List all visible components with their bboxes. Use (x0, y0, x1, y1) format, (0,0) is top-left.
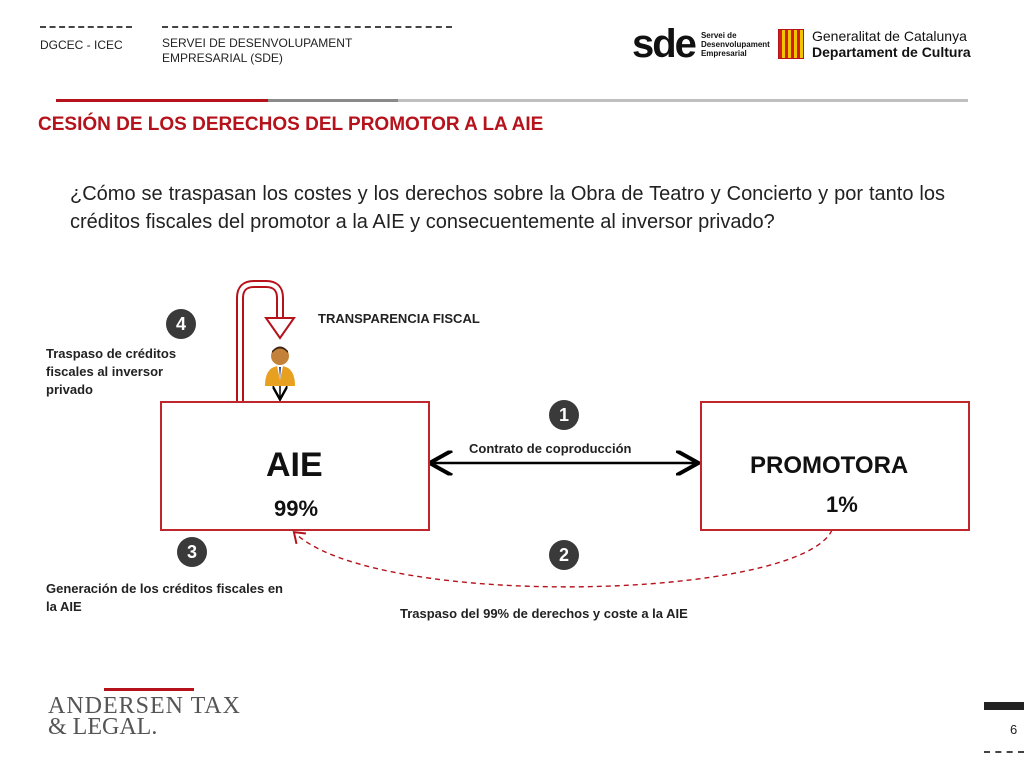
sde-logo-sub2: Desenvolupament (700, 39, 770, 49)
loop-arrow-head (266, 318, 294, 338)
andersen-swoosh (104, 688, 194, 691)
aie-percent: 99% (274, 496, 319, 521)
generation-label (46, 580, 283, 616)
footer-dash (984, 751, 1024, 753)
sde-logo-word: sde (632, 22, 695, 66)
contract-label: Contrato de coproducción (469, 441, 632, 456)
transfer-credits-line-2: fiscales al inversor (46, 364, 164, 379)
generation-line-1: Generación de los créditos fiscales en (46, 581, 283, 596)
transfer-credits-line-3: privado (46, 382, 93, 397)
sde-logo-sub1: Servei de (700, 30, 737, 40)
transfer-credits-line-1: Traspaso de créditos (46, 346, 177, 361)
transfer-credits-label (46, 345, 176, 399)
investor-person-icon (261, 344, 301, 388)
transfer-rights-label: Traspaso del 99% de derechos y coste a la AIE (400, 606, 688, 621)
promotora-label: PROMOTORA (750, 452, 909, 479)
andersen-line-2: & LEGAL. (48, 714, 158, 740)
service-line-2: EMPRESARIAL (SDE) (162, 51, 283, 65)
footer-bar (984, 702, 1024, 710)
step-badge-1: 1 (549, 400, 579, 430)
step-badge-2: 2 (549, 540, 579, 570)
generalitat-line-1: Generalitat de Catalunya (812, 28, 967, 44)
andersen-line-1: ANDERSEN TAX (48, 693, 241, 719)
andersen-logo (48, 688, 241, 741)
sde-logo-sub3: Empresarial (700, 48, 747, 58)
page-number: 6 (1010, 722, 1018, 737)
question-text: ¿Cómo se traspasan los costes y los derechos sobre la Obra de Teatro y Concierto y por tanto los créditos fiscales del promotor a la AIE y consecuentemente al inversor privado? (70, 183, 945, 233)
page-title: CESIÓN DE LOS DERECHOS DEL PROMOTOR A LA AIE (38, 114, 544, 135)
generalitat-line-2: Departament de Cultura (812, 44, 971, 60)
step-badge-4: 4 (166, 309, 196, 339)
org-short: DGCEC - ICEC (40, 38, 123, 52)
aie-label: AIE (266, 446, 323, 484)
step-badge-3: 3 (177, 537, 207, 567)
generation-line-2: la AIE (46, 599, 82, 614)
transparency-label: TRANSPARENCIA FISCAL (318, 311, 480, 326)
service-line-1: SERVEI DE DESENVOLUPAMENT (162, 36, 353, 50)
promotora-percent: 1% (826, 492, 858, 517)
